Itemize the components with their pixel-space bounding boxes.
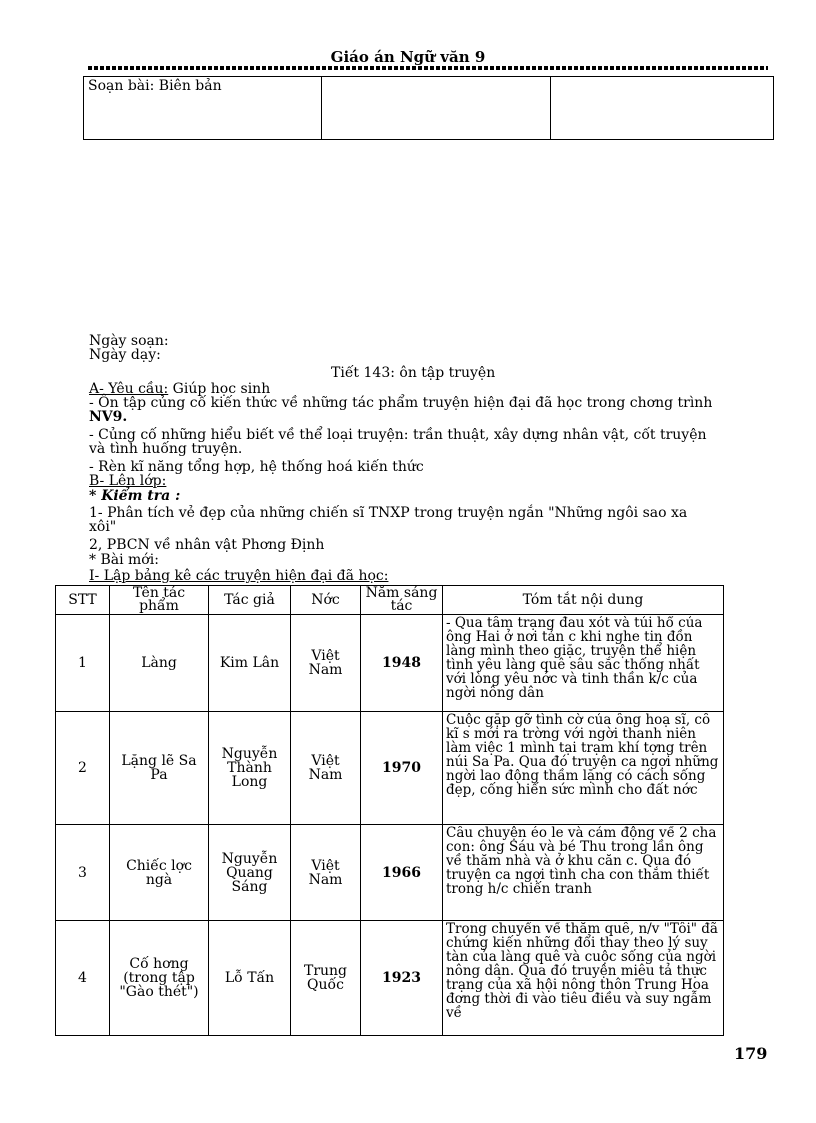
cell-author: Nguyễn Thành Long: [209, 712, 291, 825]
header-title: Tên tác phẩm: [110, 586, 209, 615]
cell-year: 1948: [361, 615, 443, 712]
header-title: Giáo án Ngữ văn 9: [330, 48, 486, 66]
top-table-cell-3: [551, 77, 774, 140]
header-year: Năm sáng tác: [361, 586, 443, 615]
goal-2: - Củng cố những hiểu biết về thể loại truyện: trần thuật, xây dựng nhân vật, cốt truyện: [89, 427, 707, 443]
cell-title: Làng: [110, 615, 209, 712]
cell-title: Chiếc lợc ngà: [110, 825, 209, 921]
cell-year: 1970: [361, 712, 443, 825]
goal-1: - Ôn tập củng cố kiến thức về những tác phẩm truyện hiện đại đã học trong chơng trình: [89, 395, 713, 411]
question-1-cont: xôi": [89, 519, 117, 535]
cell-stt: 2: [56, 712, 110, 825]
cell-stt: 1: [56, 615, 110, 712]
cell-year: 1966: [361, 825, 443, 921]
section-a-text: Giúp học sinh: [168, 381, 271, 397]
table-row: [56, 921, 724, 1036]
cell-author: Lỗ Tấn: [209, 921, 291, 1036]
new-lesson: * Bài mới:: [89, 552, 159, 568]
cell-summary: [443, 921, 724, 1036]
lesson-title: Tiết 143: ôn tập truyện: [331, 365, 496, 381]
header-author: Tác giả: [209, 586, 291, 615]
question-2: 2, PBCN về nhân vật Phơng Định: [89, 537, 325, 553]
stories-table: [55, 585, 724, 1036]
date-prepared: Ngày soạn:: [89, 333, 169, 349]
summary-text: Cuộc gặp gỡ tình cờ của ông hoạ sĩ, cô kĩ s mới ra trờng với ngời thanh niên làm việc 1 mình tại trạm khí tợng trên núi Sa Pa. Qua đó truyện ca ngợi những ngời lao động thầm lặng có cách sống đẹp, cống hiến sức mình cho đất nớc: [446, 713, 719, 798]
summary-text: Câu chuyện éo le và cảm động về 2 cha con: ông Sáu và bé Thu trong lần ông về thăm nhà và ở khu căn c. Qua đó truyện ca ngợi tình cha con thắm thiết trong h/c chiến tranh: [446, 826, 717, 897]
cell-stt: 4: [56, 921, 110, 1036]
check-label: * Kiểm tra :: [89, 488, 181, 504]
section-a: [89, 382, 769, 396]
cell-title: Cố hơng (trong tập "Gào thét"): [110, 921, 209, 1036]
goal-2-cont: và tình huống truyện.: [89, 441, 243, 457]
cell-year: 1923: [361, 921, 443, 1036]
top-table-cell-2: [322, 77, 551, 140]
summary-text: Trong chuyến về thăm quê, n/v "Tôi" đã chứng kiến những đổi thay theo lý suy tàn của làng quê và cuộc sống của ngời nông dân. Qua đó truyện miêu tả thực trạng của xã hội nông thôn Trung Hoa đơng thời đi vào tiêu điều và suy ngẫm về: [446, 922, 718, 1021]
header-country: Nớc: [291, 586, 361, 615]
goal-3: - Rèn kĩ năng tổng hợp, hệ thống hoá kiến thức: [89, 459, 424, 475]
part-1-heading: I- Lập bảng kê các truyện hiện đại đã học:: [89, 568, 389, 584]
summary-text: - Qua tâm trạng đau xót và tủi hổ của ông Hai ở nơi tản c khi nghe tin đồn làng mình theo giặc, truyện thể hiện tình yêu làng quê sâu sắc thống nhất với lòng yêu nớc và tinh thần k/c của ngời nông dân: [446, 616, 703, 701]
cell-country: Việt Nam: [291, 615, 361, 712]
question-1: 1- Phân tích vẻ đẹp của những chiến sĩ TNXP trong truyện ngắn "Những ngôi sao xa: [89, 505, 688, 521]
cell-summary: [443, 825, 724, 921]
cell-summary: [443, 615, 724, 712]
header-summary: Tóm tắt nội dung: [443, 586, 724, 615]
table-header-row: [56, 586, 724, 615]
top-table-cell-1: Soạn bài: Biên bản: [84, 77, 322, 140]
date-taught: Ngày dạy:: [89, 347, 161, 363]
goal-1-cont: NV9.: [89, 409, 128, 425]
header-divider: [88, 66, 768, 70]
cell-country: Việt Nam: [291, 712, 361, 825]
cell-author: Kim Lân: [209, 615, 291, 712]
cell-author: Nguyễn Quang Sáng: [209, 825, 291, 921]
section-a-label: A- Yêu cầu:: [89, 381, 169, 397]
cell-summary: [443, 712, 724, 825]
table-row: [56, 825, 724, 921]
header-stt: STT: [56, 586, 110, 615]
cell-stt: 3: [56, 825, 110, 921]
cell-title: Lặng lẽ Sa Pa: [110, 712, 209, 825]
table-row: [56, 615, 724, 712]
cell-country: Trung Quốc: [291, 921, 361, 1036]
section-b: B- Lên lớp:: [89, 473, 167, 489]
top-table: [83, 76, 774, 140]
cell-country: Việt Nam: [291, 825, 361, 921]
page-number: 179: [734, 1044, 768, 1063]
table-row: [56, 712, 724, 825]
